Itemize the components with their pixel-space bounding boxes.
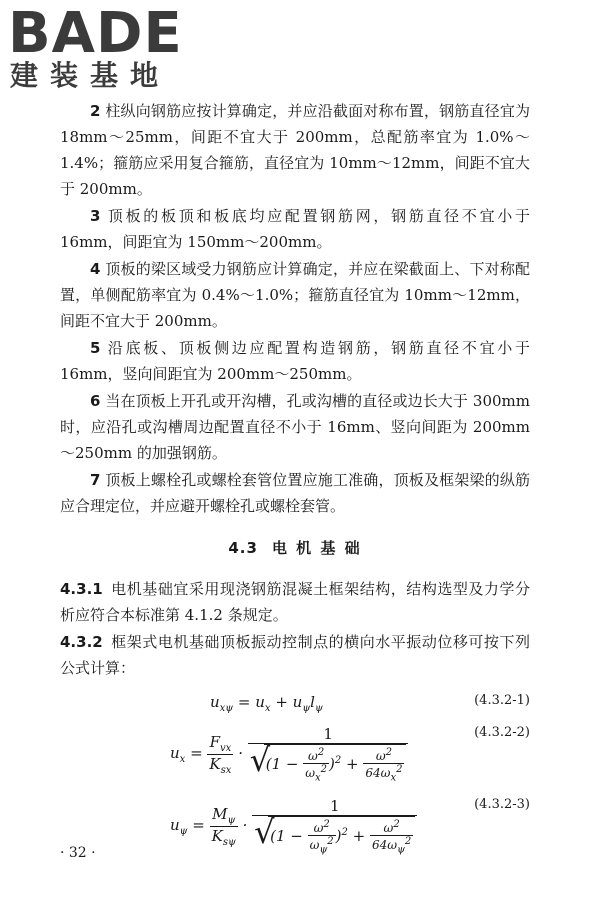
item-2	[60, 98, 530, 202]
item-number: 6	[90, 392, 101, 410]
logo-chinese-text: 建装基地	[10, 59, 171, 92]
equation-2-tag: (4.3.2-2)	[474, 725, 530, 740]
item-number: 7	[90, 471, 101, 489]
section-heading	[60, 537, 530, 558]
item-text: 沿底板、顶板侧边应配置构造钢筋，钢筋直径不宜小于 16mm，竖向间距宜为 200mm～250mm。	[60, 339, 530, 383]
page-number: · 32 ·	[60, 845, 96, 861]
page-content	[60, 98, 530, 863]
clause-4-3-2	[60, 629, 530, 681]
equation-1	[60, 689, 530, 719]
equation-1-body: $u_{x\psi} = u_x + u_\psi l_\psi$	[210, 693, 323, 714]
item-number: 5	[90, 339, 101, 357]
item-text: 当在顶板上开孔或开沟槽，孔或沟槽的直径或边长大于 300mm 时，应沿孔或沟槽周边配置直径不小于 16mm、竖向间距为 200mm～250mm 的加强钢筋。	[60, 392, 530, 462]
equation-2-body: $u_x$ = $\frac{F_{vx}}{K_{sx}}$ · 1 √ (1 − $\frac{\omega^2}{\omega_x^2}$ )$^2$ + $\frac{\omega^2}{64\omega_x^2}$	[170, 725, 408, 783]
clause-number: 4.3.2	[60, 633, 103, 651]
equation-2	[60, 719, 530, 791]
item-text: 顶板的梁区域受力钢筋应计算确定，并应在梁截面上、下对称配置，单侧配筋率宜为 0.4%～1.0%；箍筋直径宜为 10mm～12mm，间距不宜大于 200mm。	[60, 260, 530, 330]
equation-3	[60, 791, 530, 863]
bade-logo	[8, 1, 183, 94]
item-3	[60, 203, 530, 255]
clause-4-3-1	[60, 576, 530, 628]
section-number: 4.3	[228, 539, 258, 557]
equation-3-tag: (4.3.2-3)	[474, 797, 530, 812]
item-number: 3	[90, 207, 101, 225]
item-5	[60, 335, 530, 387]
item-text: 顶板的板顶和板底均应配置钢筋网，钢筋直径不宜小于 16mm，间距宜为 150mm～200mm。	[60, 207, 530, 251]
section-title-text: 电 机 基 础	[271, 539, 362, 557]
item-text: 柱纵向钢筋应按计算确定，并应沿截面对称布置，钢筋直径宜为 18mm～25mm，间距不宜大于 200mm，总配筋率宜为 1.0%～1.4%；箍筋应采用复合箍筋，直径宜为 10mm～12mm，间距不宜大于 200mm。	[60, 102, 530, 198]
clause-number: 4.3.1	[60, 580, 103, 598]
item-6	[60, 388, 530, 466]
equation-3-body: $u_\psi$ = $\frac{M_\psi}{K_{s\psi}}$ · 1 √ (1 − $\frac{\omega^2}{\omega_\psi^2}$ )$^2$ + $\frac{\omega^2}{64\omega_\psi^2}$	[170, 797, 417, 855]
equation-1-tag: (4.3.2-1)	[474, 693, 530, 708]
item-7	[60, 467, 530, 519]
item-text: 顶板上螺栓孔或螺栓套管位置应施工准确，顶板及框架梁的纵筋应合理定位，并应避开螺栓孔或螺栓套管。	[60, 471, 530, 515]
clause-text: 电机基础宜采用现浇钢筋混凝土框架结构，结构选型及力学分析应符合本标准第 4.1.2 条规定。	[60, 580, 530, 624]
item-number: 4	[90, 260, 101, 278]
item-4	[60, 256, 530, 334]
item-number: 2	[90, 102, 101, 120]
logo-latin-text: BADE	[8, 1, 183, 66]
clause-text: 框架式电机基础顶板振动控制点的横向水平振动位移可按下列公式计算：	[60, 633, 530, 677]
